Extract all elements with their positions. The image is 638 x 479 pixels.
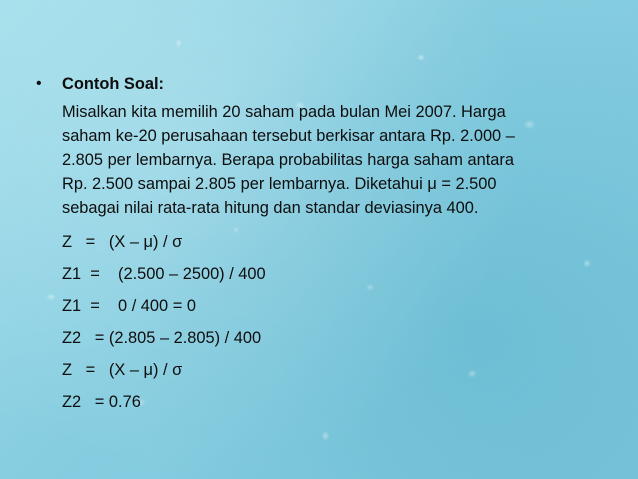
slide-content [36,72,606,418]
bullet-icon: • [36,75,42,92]
formula-line: Z = (X – μ) / σ [62,361,183,379]
paragraph-line: Rp. 2.500 sampai 2.805 per lembarnya. Diketahui μ = 2.500 [62,175,497,193]
formula-line: Z2 = 0.76 [62,393,141,411]
formula-line: Z2 = (2.805 – 2.805) / 400 [62,329,262,347]
bullet-item [36,72,606,96]
problem-paragraph [62,100,606,220]
slide-heading: Contoh Soal: [62,75,164,93]
formula-list [62,226,606,418]
slide-body [62,100,606,418]
paragraph-line: sebagai nilai rata-rata hitung dan standar deviasinya 400. [62,199,479,217]
paragraph-line: 2.805 per lembarnya. Berapa probabilitas harga saham antara [62,151,514,169]
formula-line: Z = (X – μ) / σ [62,233,183,251]
paragraph-line: Misalkan kita memilih 20 saham pada bulan Mei 2007. Harga [62,103,506,121]
paragraph-line: saham ke-20 perusahaan tersebut berkisar antara Rp. 2.000 – [62,127,515,145]
formula-line: Z1 = 0 / 400 = 0 [62,297,196,315]
formula-line: Z1 = (2.500 – 2500) / 400 [62,265,266,283]
